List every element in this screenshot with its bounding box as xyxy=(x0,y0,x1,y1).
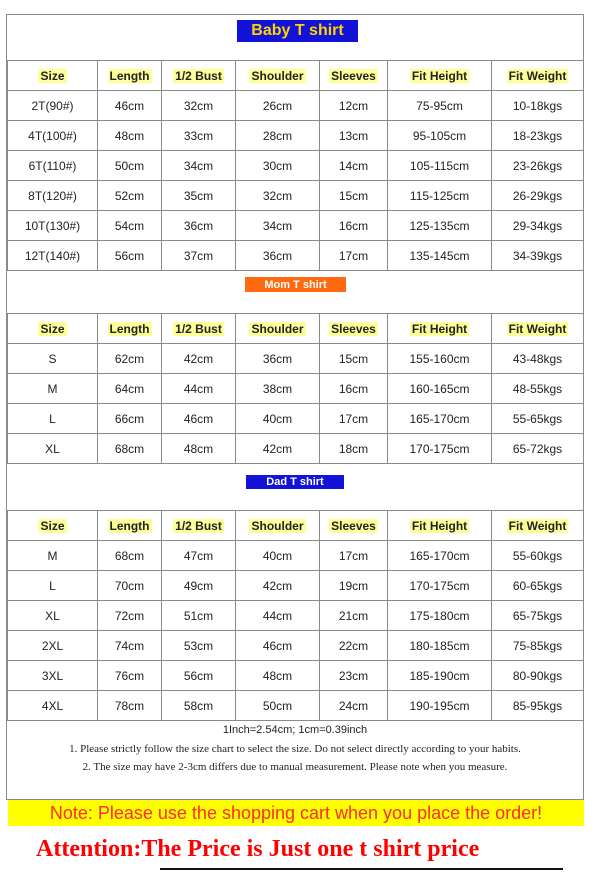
cell: 170-175cm xyxy=(388,571,492,601)
cell: 13cm xyxy=(320,121,388,151)
table-row xyxy=(8,601,584,631)
cell: 155-160cm xyxy=(388,344,492,374)
cell: 3XL xyxy=(8,661,98,691)
cell: 70cm xyxy=(98,571,162,601)
cell: 55-65kgs xyxy=(492,404,584,434)
cell: 56cm xyxy=(98,241,162,271)
cell: 135-145cm xyxy=(388,241,492,271)
header-sleeves: Sleeves xyxy=(320,511,388,541)
cell: 2T(90#) xyxy=(8,91,98,121)
cell: XL xyxy=(8,601,98,631)
header-fit-weight: Fit Weight xyxy=(492,314,584,344)
dad-header-row xyxy=(8,511,584,541)
table-row xyxy=(8,571,584,601)
cell: 65-72kgs xyxy=(492,434,584,464)
cell: 18-23kgs xyxy=(492,121,584,151)
note-line-2: 2. The size may have 2-3cm differs due to manual measurement. Please note when you measure. xyxy=(82,761,508,773)
cell: 175-180cm xyxy=(388,601,492,631)
header-length: Length xyxy=(98,61,162,91)
mom-header-row xyxy=(8,314,584,344)
table-row xyxy=(8,404,584,434)
cell: 165-170cm xyxy=(388,404,492,434)
cell: 40cm xyxy=(236,404,320,434)
cell: 48cm xyxy=(98,121,162,151)
cell: 52cm xyxy=(98,181,162,211)
baby-section-title: Baby T shirt xyxy=(237,20,358,42)
cell: 95-105cm xyxy=(388,121,492,151)
header-length: Length xyxy=(98,314,162,344)
header-sleeves: Sleeves xyxy=(320,314,388,344)
header-size: Size xyxy=(8,61,98,91)
cell: 24cm xyxy=(320,691,388,721)
cell: 190-195cm xyxy=(388,691,492,721)
cell: 22cm xyxy=(320,631,388,661)
cell: 72cm xyxy=(98,601,162,631)
cell: 17cm xyxy=(320,241,388,271)
cell: 32cm xyxy=(236,181,320,211)
cell: 75-95cm xyxy=(388,91,492,121)
cell: 14cm xyxy=(320,151,388,181)
cell: 80-90kgs xyxy=(492,661,584,691)
table-row xyxy=(8,181,584,211)
header-fit-height: Fit Height xyxy=(388,314,492,344)
shopping-cart-note-banner: Note: Please use the shopping cart when you place the order! xyxy=(8,800,584,826)
table-row xyxy=(8,631,584,661)
cell: 43-48kgs xyxy=(492,344,584,374)
cell: 65-75kgs xyxy=(492,601,584,631)
measurement-notes xyxy=(7,724,583,776)
cell: 68cm xyxy=(98,541,162,571)
cell: 17cm xyxy=(320,541,388,571)
cell: 35cm xyxy=(162,181,236,211)
header-size: Size xyxy=(8,314,98,344)
cell: 180-185cm xyxy=(388,631,492,661)
cell: 28cm xyxy=(236,121,320,151)
header-shoulder: Shoulder xyxy=(236,511,320,541)
cell: 48cm xyxy=(162,434,236,464)
table-row xyxy=(8,211,584,241)
cell: 50cm xyxy=(98,151,162,181)
cell: 60-65kgs xyxy=(492,571,584,601)
cell: 16cm xyxy=(320,211,388,241)
cell: 40cm xyxy=(236,541,320,571)
cell: 8T(120#) xyxy=(8,181,98,211)
baby-size-table xyxy=(7,60,584,271)
cell: M xyxy=(8,374,98,404)
cell: 78cm xyxy=(98,691,162,721)
attention-text: The Price is Just one t shirt price xyxy=(141,836,480,862)
cell: 105-115cm xyxy=(388,151,492,181)
cell: 49cm xyxy=(162,571,236,601)
cell: 64cm xyxy=(98,374,162,404)
cell: 17cm xyxy=(320,404,388,434)
cell: 12T(140#) xyxy=(8,241,98,271)
cell: 30cm xyxy=(236,151,320,181)
table-row xyxy=(8,661,584,691)
header-length: Length xyxy=(98,511,162,541)
cell: L xyxy=(8,404,98,434)
cell: 4XL xyxy=(8,691,98,721)
attention-underline xyxy=(160,868,563,870)
cell: 23cm xyxy=(320,661,388,691)
header-half-bust: 1/2 Bust xyxy=(162,511,236,541)
cell: 37cm xyxy=(162,241,236,271)
cell: 46cm xyxy=(98,91,162,121)
cell: 42cm xyxy=(162,344,236,374)
cell: 55-60kgs xyxy=(492,541,584,571)
cell: L xyxy=(8,571,98,601)
cell: 125-135cm xyxy=(388,211,492,241)
cell: 36cm xyxy=(162,211,236,241)
table-row xyxy=(8,691,584,721)
table-row xyxy=(8,541,584,571)
cell: 34cm xyxy=(236,211,320,241)
header-sleeves: Sleeves xyxy=(320,61,388,91)
table-row xyxy=(8,121,584,151)
table-row xyxy=(8,91,584,121)
cell: 26-29kgs xyxy=(492,181,584,211)
cell: 85-95kgs xyxy=(492,691,584,721)
cell: 160-165cm xyxy=(388,374,492,404)
cell: 33cm xyxy=(162,121,236,151)
cell: 12cm xyxy=(320,91,388,121)
attention-label: Attention: xyxy=(36,836,142,862)
header-half-bust: 1/2 Bust xyxy=(162,314,236,344)
dad-section-title: Dad T shirt xyxy=(246,475,344,489)
cell: 46cm xyxy=(236,631,320,661)
cell: 66cm xyxy=(98,404,162,434)
cell: 4T(100#) xyxy=(8,121,98,151)
header-size: Size xyxy=(8,511,98,541)
table-row xyxy=(8,434,584,464)
cell: 48cm xyxy=(236,661,320,691)
cell: 21cm xyxy=(320,601,388,631)
cell: 36cm xyxy=(236,241,320,271)
cell: 115-125cm xyxy=(388,181,492,211)
cell: 48-55kgs xyxy=(492,374,584,404)
header-half-bust: 1/2 Bust xyxy=(162,61,236,91)
dad-size-table xyxy=(7,510,584,721)
cell: 34cm xyxy=(162,151,236,181)
header-shoulder: Shoulder xyxy=(236,314,320,344)
baby-header-row xyxy=(8,61,584,91)
table-row xyxy=(8,344,584,374)
table-row xyxy=(8,151,584,181)
cell: 42cm xyxy=(236,434,320,464)
cell: 29-34kgs xyxy=(492,211,584,241)
cell: S xyxy=(8,344,98,374)
cell: 10T(130#) xyxy=(8,211,98,241)
cell: 10-18kgs xyxy=(492,91,584,121)
cell: 76cm xyxy=(98,661,162,691)
header-fit-height: Fit Height xyxy=(388,61,492,91)
cell: 32cm xyxy=(162,91,236,121)
cell: 62cm xyxy=(98,344,162,374)
cell: 34-39kgs xyxy=(492,241,584,271)
mom-size-table xyxy=(7,313,584,464)
cell: 165-170cm xyxy=(388,541,492,571)
cell: 75-85kgs xyxy=(492,631,584,661)
header-fit-weight: Fit Weight xyxy=(492,61,584,91)
cell: 74cm xyxy=(98,631,162,661)
cell: 42cm xyxy=(236,571,320,601)
note-line-1: 1. Please strictly follow the size chart to select the size. Do not select directly according to your habits. xyxy=(69,743,521,755)
cell: 19cm xyxy=(320,571,388,601)
cell: XL xyxy=(8,434,98,464)
cell: 47cm xyxy=(162,541,236,571)
cell: 170-175cm xyxy=(388,434,492,464)
cell: 18cm xyxy=(320,434,388,464)
cell: 54cm xyxy=(98,211,162,241)
cell: M xyxy=(8,541,98,571)
table-row xyxy=(8,374,584,404)
cell: 36cm xyxy=(236,344,320,374)
header-fit-height: Fit Height xyxy=(388,511,492,541)
price-attention xyxy=(36,836,576,863)
cell: 53cm xyxy=(162,631,236,661)
mom-section-title: Mom T shirt xyxy=(245,277,346,292)
cell: 44cm xyxy=(162,374,236,404)
cell: 185-190cm xyxy=(388,661,492,691)
cell: 26cm xyxy=(236,91,320,121)
cell: 51cm xyxy=(162,601,236,631)
header-shoulder: Shoulder xyxy=(236,61,320,91)
unit-conversion: 1Inch=2.54cm; 1cm=0.39inch xyxy=(222,724,368,736)
table-row xyxy=(8,241,584,271)
header-fit-weight: Fit Weight xyxy=(492,511,584,541)
cell: 15cm xyxy=(320,344,388,374)
cell: 56cm xyxy=(162,661,236,691)
cell: 38cm xyxy=(236,374,320,404)
cell: 50cm xyxy=(236,691,320,721)
cell: 15cm xyxy=(320,181,388,211)
cell: 23-26kgs xyxy=(492,151,584,181)
cell: 16cm xyxy=(320,374,388,404)
cell: 2XL xyxy=(8,631,98,661)
cell: 46cm xyxy=(162,404,236,434)
cell: 44cm xyxy=(236,601,320,631)
cell: 68cm xyxy=(98,434,162,464)
cell: 58cm xyxy=(162,691,236,721)
cell: 6T(110#) xyxy=(8,151,98,181)
